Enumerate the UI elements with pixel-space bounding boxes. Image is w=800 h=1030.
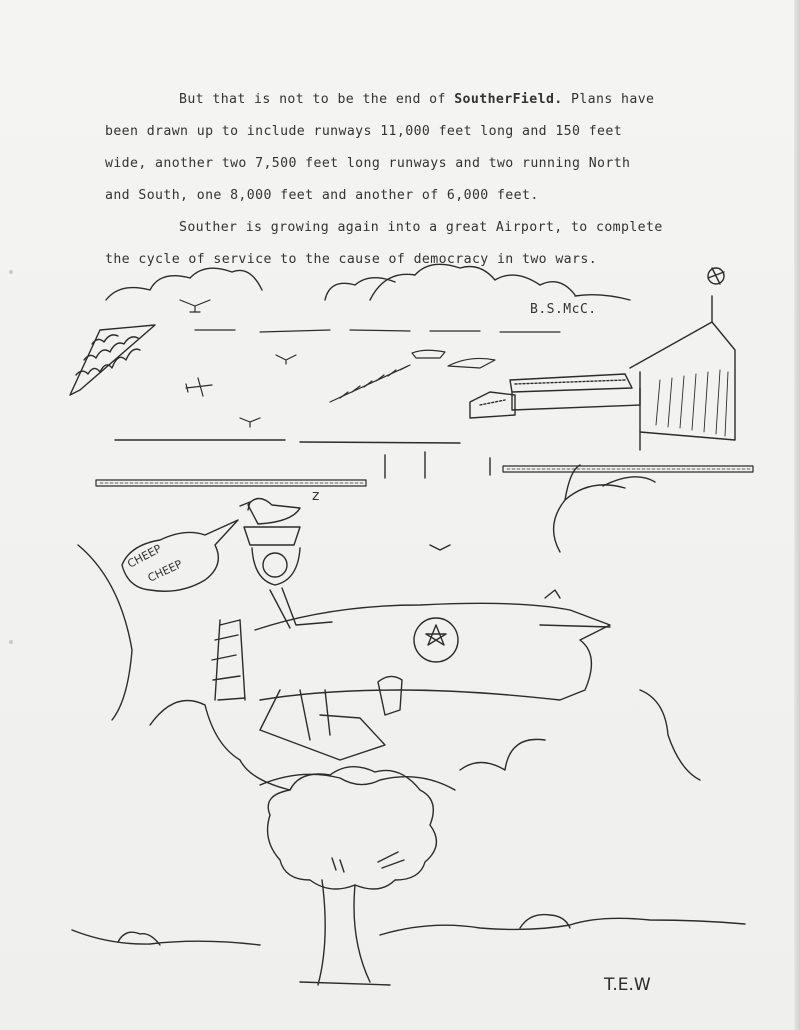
cartoon-vehicle (255, 590, 610, 760)
artist-signature: T.E.W (604, 975, 651, 995)
horizon-line (195, 330, 560, 332)
speech-text-line2: CHEEP (145, 557, 185, 585)
emphasized-place-name: SoutherField. (454, 92, 563, 107)
parked-aircraft-row (330, 350, 495, 402)
speech-text-line1: CHEEP (125, 542, 164, 571)
ground-hills (72, 915, 745, 945)
text-line: But that is not to be the end of SoutherField. Plans have (179, 92, 655, 107)
sleep-mark: z (312, 488, 320, 504)
hangar-buildings (470, 374, 640, 418)
text-line: been drawn up to include runways 11,000 feet long and 150 feet (105, 124, 623, 139)
airfield-lines (115, 440, 490, 478)
text-line: and South, one 8,000 feet and another of 6,000 feet. (105, 188, 539, 203)
text-line: Souther is growing again into a great Airport, to complete (179, 220, 663, 235)
artist-initials-top: B.S.McC. (530, 302, 597, 317)
runway-right (503, 466, 753, 472)
text-line: wide, another two 7,500 feet long runways and two running North (105, 156, 631, 171)
tree (268, 767, 437, 985)
grandstand (70, 325, 155, 395)
small-aircraft-sky (180, 300, 296, 427)
horizon-clouds (106, 264, 630, 300)
control-tower (630, 268, 735, 450)
runway-left (96, 480, 366, 486)
text-line: the cycle of service to the cause of democracy in two wars. (105, 252, 598, 267)
bird-sketch (430, 545, 450, 550)
